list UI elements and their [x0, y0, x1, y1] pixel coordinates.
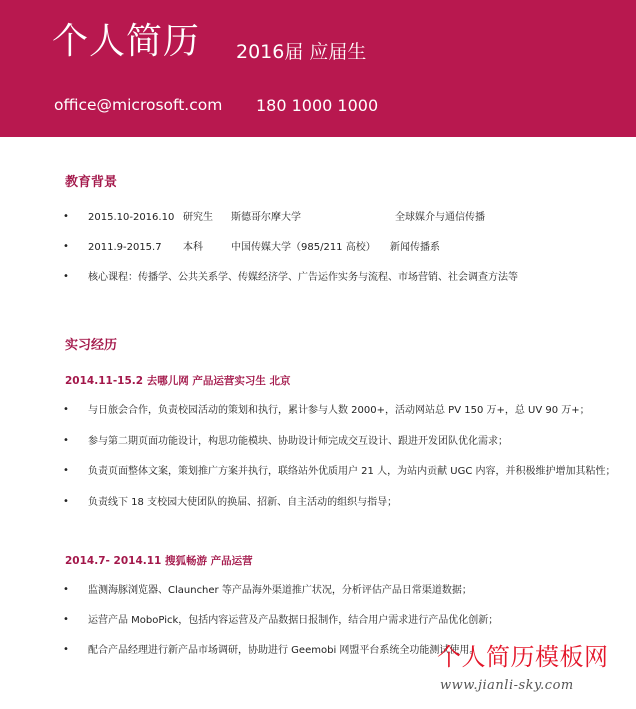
watermark-url: www.jianli-sky.com [440, 678, 574, 693]
resume-title: 个人简历 [52, 21, 201, 62]
education-degree: 本科 [183, 242, 203, 253]
job-heading: 2014.11-15.2 去哪儿网 产品运营实习生 北京 [65, 375, 291, 387]
list-item-text: 监测海豚浏览器、Clauncher 等产品海外渠道推广状况，分析评估产品日常渠道数据； [88, 585, 472, 596]
internship-section-title: 实习经历 [65, 338, 118, 353]
job-heading: 2014.7- 2014.11 搜狐畅游 产品运营 [65, 555, 253, 567]
bullet-icon: • [63, 644, 69, 655]
list-item-text: 与日旅会合作，负责校园活动的策划和执行，累计参与人数 2000+，活动网站总 PV 150 万+，总 UV 90 万+； [88, 405, 590, 416]
bullet-icon: • [63, 241, 69, 252]
education-degree: 研究生 [183, 212, 213, 223]
education-school: 中国传媒大学（985/211 高校） [231, 242, 376, 253]
bullet-icon: • [63, 496, 69, 507]
core-courses-text: 核心课程：传播学、公共关系学、传媒经济学、广告运作实务与流程、市场营销、社会调查方法等 [88, 272, 518, 283]
email-address: office@microsoft.com [54, 96, 223, 114]
list-item-text: 配合产品经理进行新产品市场调研，协助进行 Geemobi 网盟平台系统全功能测试使用。 [88, 645, 480, 656]
bullet-icon: • [63, 465, 69, 476]
bullet-icon: • [63, 614, 69, 625]
bullet-icon: • [63, 211, 69, 222]
bullet-icon: • [63, 404, 69, 415]
phone-number: 180 1000 1000 [256, 96, 379, 115]
bullet-icon: • [63, 271, 69, 282]
bullet-icon: • [63, 435, 69, 446]
education-date: 2015.10-2016.10 [88, 212, 175, 223]
education-major: 新闻传播系 [390, 242, 440, 253]
education-school: 斯德哥尔摩大学 [231, 212, 301, 223]
bullet-icon: • [63, 584, 69, 595]
watermark-title: 个人简历模板网 [437, 643, 609, 671]
list-item-text: 参与第二期页面功能设计，构思功能模块、协助设计师完成交互设计、跟进开发团队优化需求； [88, 436, 508, 447]
education-section-title: 教育背景 [65, 175, 118, 190]
graduation-year: 2016届 应届生 [236, 41, 367, 63]
list-item-text: 负责页面整体文案，策划推广方案并执行，联络站外优质用户 21 人，为站内贡献 UGC 内容，并积极维护增加其粘性； [88, 466, 616, 477]
list-item-text: 运营产品 MoboPick，包括内容运营及产品数据日报制作，结合用户需求进行产品优化创新； [88, 615, 499, 626]
list-item-text: 负责线下 18 支校园大使团队的换届、招新、自主活动的组织与指导； [88, 497, 398, 508]
education-date: 2011.9-2015.7 [88, 242, 162, 253]
education-major: 全球媒介与通信传播 [395, 212, 485, 223]
header-banner [0, 0, 636, 137]
